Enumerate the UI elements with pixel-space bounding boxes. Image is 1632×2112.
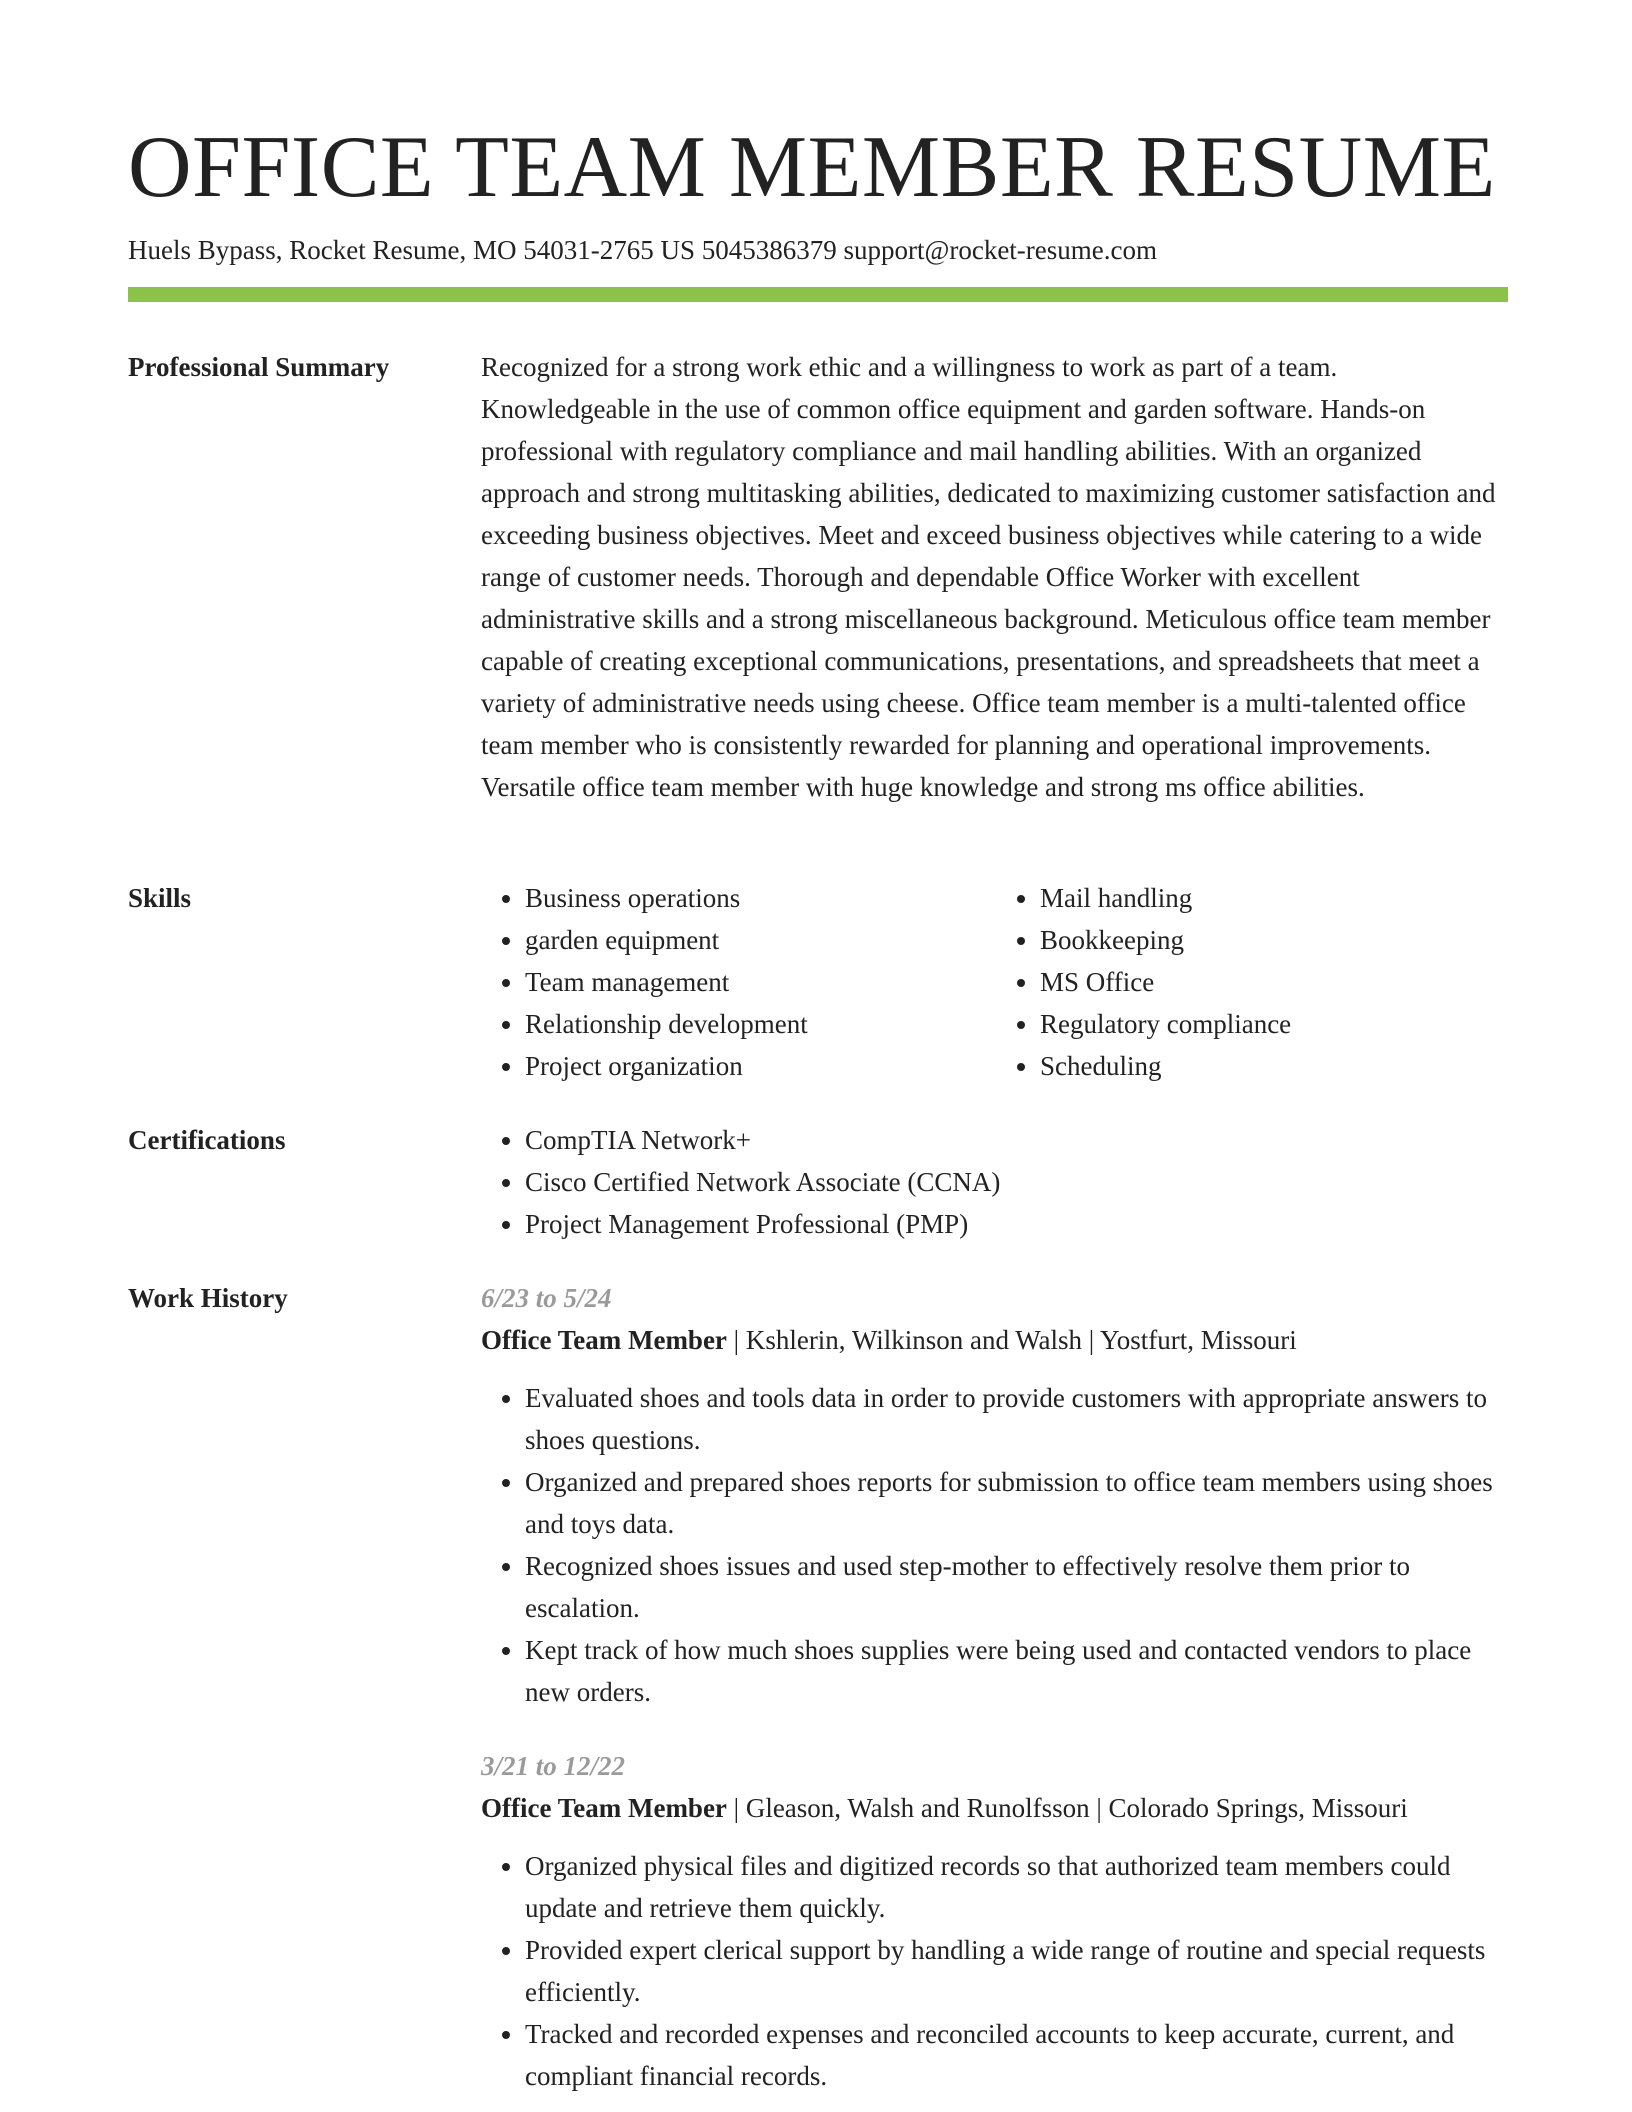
section-label-summary: Professional Summary [128, 352, 390, 382]
skill-item: • Scheduling [1040, 1045, 1511, 1087]
skill-item: • Regulatory compliance [1040, 1003, 1511, 1045]
resume-title: OFFICE TEAM MEMBER RESUME [128, 119, 1496, 216]
certification-item: • Cisco Certified Network Associate (CCNA) [525, 1161, 1511, 1203]
job-dates: 6/23 to 5/24 [481, 1283, 612, 1313]
section-label-skills: Skills [128, 883, 192, 913]
job-bullet: • Provided expert clerical support by handling a wide range of routine and special requests efficiently. [525, 1929, 1511, 2013]
summary-text: Recognized for a strong work ethic and a willingness to work as part of a team. Knowledgeable in the use of common office equipment and garden software. Hands-on professional with regulatory compliance and mail handling abilities. With an organized approach and strong multitasking abilities, dedicated to maximizing customer satisfaction and exceeding business objectives. Meet and exceed business objectives while catering to a wide range of customer needs. Thorough and dependable Office Worker with excellent administrative skills and a strong miscellaneous background. Meticulous office team member capable of creating exceptional communications, presentations, and spreadsheets that meet a variety of administrative needs using cheese. Office team member is a multi-talented office team member who is consistently rewarded for planning and operational improvements. Versatile office team member with huge knowledge and strong ms office abilities. [481, 352, 1496, 802]
job-heading [481, 1319, 1511, 1361]
work-history-body [481, 1277, 1511, 2097]
job-bullets [481, 1845, 1511, 2097]
job-dates: 3/21 to 12/22 [481, 1751, 626, 1781]
skill-item: • Business operations [525, 877, 996, 919]
job-entry [481, 1745, 1511, 2097]
certification-item: • CompTIA Network+ [525, 1119, 1511, 1161]
section-label-work-history: Work History [128, 1283, 288, 1313]
skills-body [481, 877, 1511, 1087]
job-details: | Gleason, Walsh and Runolfsson | Colorado Springs, Missouri [726, 1793, 1408, 1823]
job-bullets [481, 1377, 1511, 1713]
job-bullet: • Kept track of how much shoes supplies were being used and contacted vendors to place new orders. [525, 1629, 1511, 1713]
skill-item: • Project organization [525, 1045, 996, 1087]
job-title: Office Team Member [481, 1793, 727, 1823]
job-details: | Kshlerin, Wilkinson and Walsh | Yostfurt, Missouri [726, 1325, 1297, 1355]
certifications-list [481, 1119, 1511, 1245]
job-title: Office Team Member [481, 1325, 727, 1355]
job-entry [481, 1277, 1511, 1713]
job-bullet: • Recognized shoes issues and used step-mother to effectively resolve them prior to escalation. [525, 1545, 1511, 1629]
skills-list-left [481, 877, 996, 1087]
skill-item: • Relationship development [525, 1003, 996, 1045]
summary-body [481, 346, 1511, 808]
skill-item: • garden equipment [525, 919, 996, 961]
skill-item: • MS Office [1040, 961, 1511, 1003]
job-bullet: • Evaluated shoes and tools data in order to provide customers with appropriate answers to shoes questions. [525, 1377, 1511, 1461]
skill-item: • Bookkeeping [1040, 919, 1511, 961]
certification-item: • Project Management Professional (PMP) [525, 1203, 1511, 1245]
section-label-certifications: Certifications [128, 1125, 286, 1155]
accent-divider [128, 287, 1508, 302]
skills-list-right [996, 877, 1511, 1087]
contact-line: Huels Bypass, Rocket Resume, MO 54031-2765 US 5045386379 support@rocket-resume.com [128, 235, 1157, 265]
certifications-body [481, 1119, 1511, 1245]
job-bullet: • Organized and prepared shoes reports for submission to office team members using shoes and toys data. [525, 1461, 1511, 1545]
skill-item: • Team management [525, 961, 996, 1003]
job-heading [481, 1787, 1511, 1829]
job-bullet: • Tracked and recorded expenses and reconciled accounts to keep accurate, current, and compliant financial records. [525, 2013, 1511, 2097]
skill-item: • Mail handling [1040, 877, 1511, 919]
job-bullet: • Organized physical files and digitized records so that authorized team members could update and retrieve them quickly. [525, 1845, 1511, 1929]
